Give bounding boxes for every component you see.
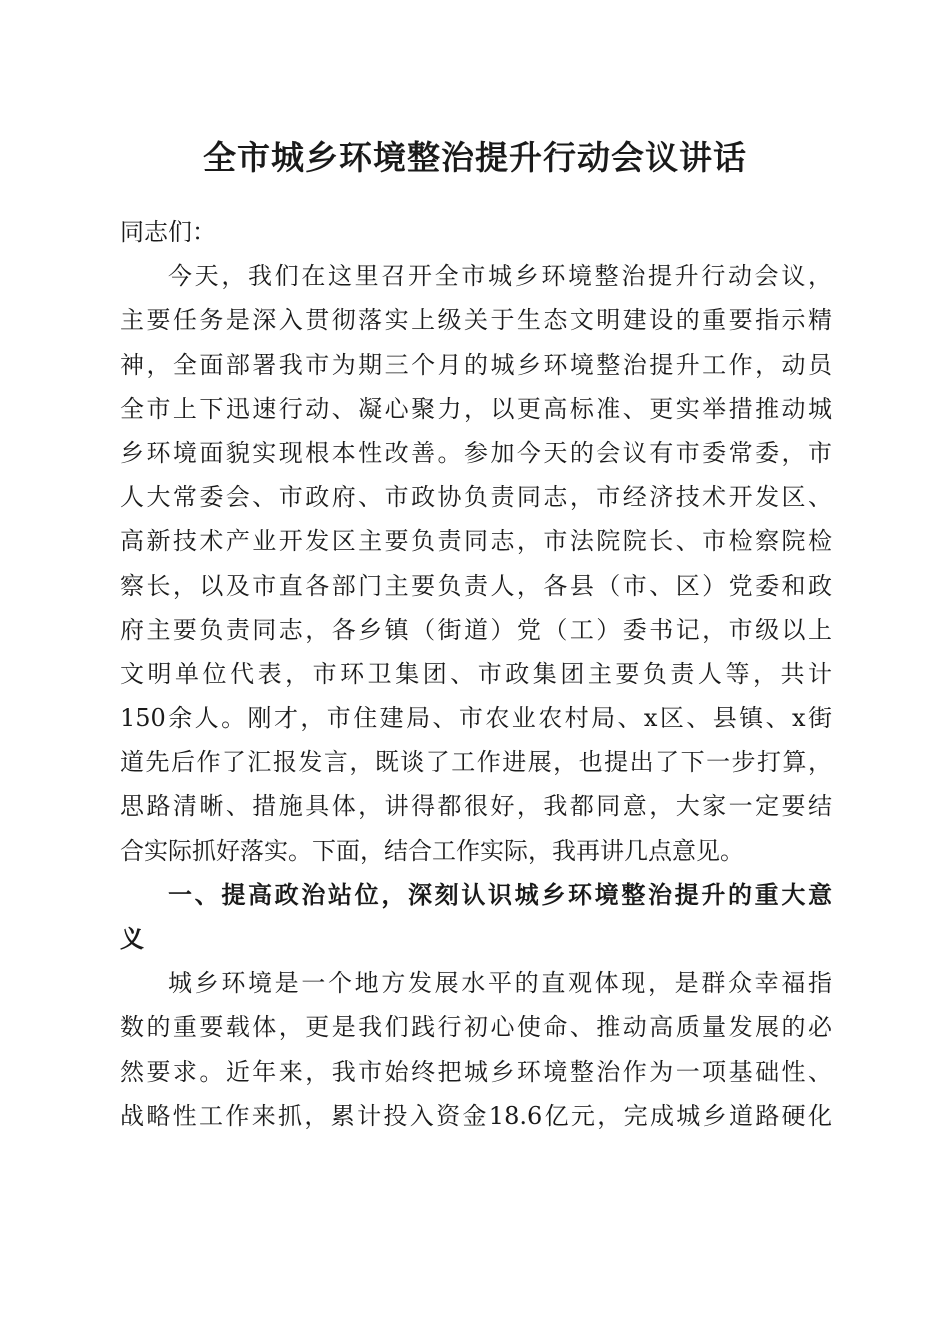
paragraph-line: 乡环境面貌实现根本性改善。参加今天的会议有市委常委，市	[120, 438, 832, 467]
paragraph-line: 合实际抓好落实。下面，结合工作实际，我再讲几点意见。	[120, 836, 744, 865]
document-body	[120, 210, 832, 1138]
paragraph-line: 道先后作了汇报发言，既谈了工作进展，也提出了下一步打算，	[120, 748, 832, 777]
paragraph-line: 城乡环境是一个地方发展水平的直观体现，是群众幸福指	[168, 969, 832, 998]
greeting: 同志们：	[120, 218, 216, 246]
paragraph-2	[120, 961, 832, 1138]
paragraph-line: 然要求。近年来，我市始终把城乡环境整治作为一项基础性、	[120, 1057, 832, 1086]
paragraph-line: 今天，我们在这里召开全市城乡环境整治提升行动会议，	[168, 262, 832, 291]
paragraph-line: 主要任务是深入贯彻落实上级关于生态文明建设的重要指示精	[120, 306, 832, 335]
paragraph-line: 察长，以及市直各部门主要负责人，各县（市、区）党委和政	[120, 571, 832, 600]
document-title: 全市城乡环境整治提升行动会议讲话	[203, 138, 747, 177]
paragraph-line: 全市上下迅速行动、凝心聚力，以更高标准、更实举措推动城	[120, 394, 832, 423]
paragraph-line: 高新技术产业开发区主要负责同志，市法院院长、市检察院检	[120, 527, 832, 556]
paragraph-1	[120, 254, 832, 873]
paragraph-line: 150余人。刚才，市住建局、市农业农村局、x区、县镇、x街	[120, 704, 832, 733]
paragraph-line: 数的重要载体，更是我们践行初心使命、推动高质量发展的必	[120, 1013, 832, 1042]
paragraph-line: 战略性工作来抓，累计投入资金18.6亿元，完成城乡道路硬化	[120, 1101, 832, 1130]
paragraph-line: 府主要负责同志，各乡镇（街道）党（工）委书记，市级以上	[120, 615, 832, 644]
paragraph-line: 文明单位代表，市环卫集团、市政集团主要负责人等，共计	[120, 659, 832, 688]
section-heading-1	[120, 873, 832, 961]
paragraph-line: 人大常委会、市政府、市政协负责同志，市经济技术开发区、	[120, 483, 832, 512]
paragraph-line: 神，全面部署我市为期三个月的城乡环境整治提升工作，动员	[120, 350, 832, 379]
heading-line: 义	[120, 925, 144, 953]
heading-line: 一、提高政治站位，深刻认识城乡环境整治提升的重大意	[168, 880, 832, 909]
paragraph-line: 思路清晰、措施具体，讲得都很好，我都同意，大家一定要结	[120, 792, 832, 821]
